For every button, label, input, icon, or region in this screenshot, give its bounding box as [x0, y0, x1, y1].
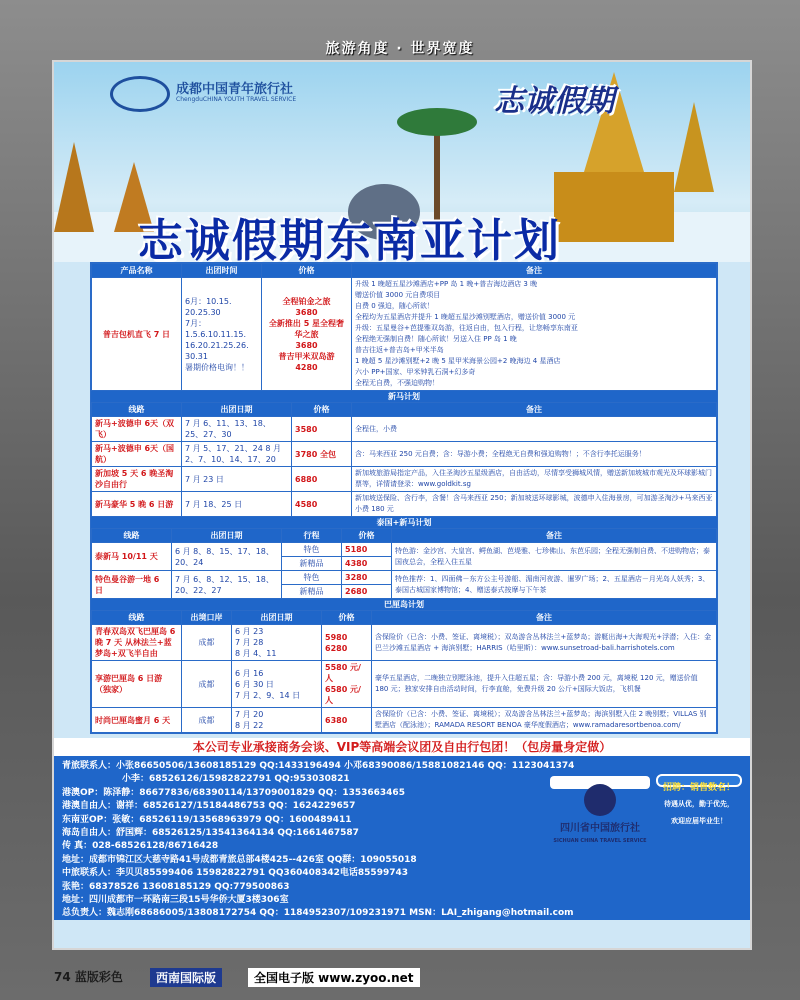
sgmy-table	[91, 402, 717, 517]
thai-section	[90, 262, 718, 734]
bali-heading: 巴厘岛计划	[91, 599, 717, 610]
table-row: 新马+波德申 6天（双飞） 7 月 6、11、13、18、25、27、30 3580 全程住，小费	[92, 417, 717, 442]
slogan: 旅游角度 · 世界宽度	[325, 41, 475, 57]
contact-line: 张艳：68378526 13608185129 QQ:779500863	[62, 881, 290, 892]
logo-icon	[110, 76, 170, 112]
col-price: 价格	[292, 403, 352, 417]
site-link[interactable]: 全国电子版 www.zyoo.net	[248, 968, 420, 987]
contact-line: 中旅联系人：李贝贝85599406 15982822791 QQ360408342电话85599743	[62, 868, 409, 879]
col-price: 价格	[262, 264, 352, 278]
agency-logo: 四川省中国旅行社 SICHUAN CHINA TRAVEL SERVICE	[550, 776, 650, 789]
contact-line: 海岛自由人：舒国辉：68526125/13541364134 QQ:1661467587	[62, 827, 359, 838]
thai-sg-heading: 泰国+新马计划	[91, 517, 717, 528]
contact-line: 总负责人：魏志刚68686005/13808172754 QQ：1184952307/109231971 MSN：LAI_zhigang@hotmail.com	[62, 908, 574, 919]
brand-badge: 志诚假期	[494, 84, 614, 119]
bali-table: 线路 出境口岸 出团日期 价格 备注 青春双岛双飞巴厘岛 6 晚 7 天 从林法兰+蓝梦岛+双飞半自由 成都 6 月 23 7 月 28 8 月 4、11 5980 6280 含保险价（已含：小费、签证、离境税）；双岛游含丛林法兰+蓝梦岛；游艇出海+大海观光+浮潜；入住：金巴兰沙滩五星酒店 + 海滨别墅；HARRIS（哈里斯）：www.sunsetroad-bali.harrishotels.com 享游巴厘岛 6 日游（独家） 成都 6 月 16 6 月 30 日 7 月 2、9、14 日 5580 元/人 6580 元/人 豪华五星酒店，二晚独立别墅泳池，提升入住超五星；含：导游小费 200 元，离境税 120 元，赠送价值 180 元；独家安排自由活动时间，行李直舱，免费升级 20 公斤+国际大饭店，飞机餐 时尚巴厘岛蜜月 6 天 成都 7 月 20 8 月 22 6380 含保险价（已含：小费、签证、离境税）；双岛游含丛林法兰+蓝梦岛；海滨别墅入住 2 晚别墅；VILLAS 别墅酒店（配泳池）；RAMADA RESORT BENOA 豪华度假酒店；www.ramadaresortbenoa.com/	[91, 610, 717, 733]
table-row: 享游巴厘岛 6 日游（独家） 成都 6 月 16 6 月 30 日 7 月 2、9、14 日 5580 元/人 6580 元/人 豪华五星酒店，二晚独立别墅泳池，提升入住超五星；含：导游小费 200 元，离境税 120 元，赠送价值 180 元；独家安排自由活动时间，行李直舱，免费升级 20 公斤+国际大饭店，飞机餐	[92, 661, 717, 708]
date-list: 6月：10.15. 20.25.30 7月： 1.5.6.10.11.15. 16.20.21.25.26. 30.31 暑期价格电询！！	[182, 278, 262, 391]
recruit-box: 招聘：销售数名！ 待遇从优，勤于优先， 欢迎应届毕业生！	[656, 774, 742, 787]
contact-line: 东南亚OP：张敏：68526119/13568963979 QQ：1600489411	[62, 814, 352, 825]
contact-line: 地址：四川成都市一环路南三段15号华侨大厦3楼306室	[62, 894, 289, 905]
table-row: 时尚巴厘岛蜜月 6 天 成都 7 月 20 8 月 22 6380 含保险价（已含：小费、签证、离境税）；双岛游含丛林法兰+蓝梦岛；海滨别墅入住 2 晚别墅；VILLAS 别墅酒店（配泳池）；RAMADA RESORT BENOA 豪华度假酒店；www.ramadaresortbenoa.com/	[92, 708, 717, 733]
table-row: 青春双岛双飞巴厘岛 6 晚 7 天 从林法兰+蓝梦岛+双飞半自由 成都 6 月 23 7 月 28 8 月 4、11 5980 6280 含保险价（已含：小费、签证、离境税）；双岛游含丛林法兰+蓝梦岛；游艇出海+大海观光+浮潜；入住：金巴兰沙滩五星酒店 + 海滨别墅；HARRIS（哈里斯）：www.sunsetroad-bali.harrishotels.com	[92, 625, 717, 661]
contact-line: 青旅联系人：小张86650506/13608185129 QQ:1433196494 小邓68390086/15881082146 QQ：1123041374	[62, 761, 575, 771]
col-date: 出团日期	[182, 403, 292, 417]
col-date: 出团时间	[182, 264, 262, 278]
palm-leaves	[397, 108, 477, 136]
company-name-en: ChengduCHINA YOUTH TRAVEL SERVICE	[176, 96, 297, 103]
company-name: 成都中国青年旅行社	[176, 82, 294, 97]
table-row: 特色曼谷游一地 6 日 7 月 6、8、12、15、18、20、22、27 特色 3280 特色推荐：1、四面佛－东方公主号游船、湄南河夜游、暹罗广场；2、五星酒店－月光岛人妖秀；3、泰国古城国家博物馆；4、赠送泰式按摩与下午茶	[92, 571, 717, 585]
product-name: 普吉包机直飞 7 日	[92, 278, 182, 391]
contact-line: 港澳OP：陈泽静：86677836/68390114/13709001829 QQ：1353663465	[62, 787, 405, 798]
page-number: 74 蓝版彩色	[54, 970, 123, 984]
hero-banner	[54, 62, 752, 262]
sgmy-heading: 新马计划	[91, 391, 717, 402]
thai-table	[91, 263, 717, 391]
footer	[0, 962, 800, 1000]
price-list: 全程铂金之旅 3680 全新推出 5 星全程奢华之旅 3680 普吉甲米双岛游 4280	[262, 278, 352, 391]
contact-line: 传 真：028-68526128/86716428	[62, 841, 219, 852]
contact-panel	[54, 756, 750, 920]
col-route: 线路	[92, 403, 182, 417]
contact-line: 小李：68526126/15982822791 QQ:953030821	[122, 774, 350, 785]
ad-panel	[52, 60, 752, 950]
thai-sg-table: 线路 出团日期 行程 价格 备注 泰新马 10/11 天 6 月 8、8、15、17、18、20、24 特色 5180 特色游：金沙宫、大皇宫、鳄鱼湖、芭堤雅、七珍佛山、东芭乐园；全程无强制自费、不进购物店；泰国夜总会，全程入住五星 新精品 4380 特色曼谷游一地 6 日 7 月 6、8、12、15、18、20、22、27 特色 3280 特色推荐：1、四面佛－东方公主号游船、湄南河夜游、暹罗广场；2、五星酒店－月光岛人妖秀；3、泰国古城国家博物馆；4、赠送泰式按摩与下午茶 新精品 2680	[91, 528, 717, 599]
contact-line: 地址：成都市锦江区大慈寺路41号成都青旅总部4楼425--426室 QQ群：109055018	[62, 854, 417, 865]
table-row: 泰新马 10/11 天 6 月 8、8、15、17、18、20、24 特色 5180 特色游：金沙宫、大皇宫、鳄鱼湖、芭堤雅、七珍佛山、东芭乐园；全程无强制自费、不进购物店；泰国夜总会，全程入住五星	[92, 543, 717, 557]
col-note: 备注	[352, 264, 717, 278]
contact-line: 港澳自由人：谢祥：68526127/15184486753 QQ：1624229657	[62, 801, 356, 812]
col-note: 备注	[352, 403, 717, 417]
table-row: 新马+波德申 6天（国航） 7 月 5、17、21、24 8 月 2、7、10、14、17、20 3780 全包 含：马来西亚 250 元自费；含：导游小费；全程绝无自费和强迫购物！；不含行李托运服务！	[92, 442, 717, 467]
col-product: 产品名称	[92, 264, 182, 278]
main-title: 志诚假期东南亚计划	[138, 214, 562, 262]
table-row: 新马豪华 5 晚 6 日游 7 月 18、25 日 4580 新加坡送保险、含行李，含餐！含马来西亚 250；新加坡送环球影城，波德申入住海景房，可加游圣淘沙+马来西亚小费 180 元	[92, 492, 717, 517]
table-row: 新加坡 5 天 6 晚圣淘沙自由行 7 月 23 日 6880 新加坡旅游局指定产品，入住圣淘沙五星级酒店，自由活动，尽情享受狮城风情，赠送新加坡城市观光及环球影城门票等，详情请登录：www.goldkit.sg	[92, 467, 717, 492]
edition-label: 西南国际版	[150, 968, 222, 987]
service-banner: 本公司专业承接商务会谈、VIP等高端会议团及自由行包团！（包房量身定做）	[54, 738, 750, 756]
note-list: 升级 1 晚超五星沙滩酒店+PP 岛 1 晚+普吉海边酒店 3 晚 赠送价值 3000 元自费项目 自费 0 强迫，随心所欲！ 全程均为五星酒店并提升 1 晚超五星沙滩别墅酒店，赠送价值 3000 元 升级：五星曼谷+芭提雅双岛游，往返自由，包入行程，让您畅享东南亚 全程绝无强制自费！随心所欲！另送入住 PP 岛 1 晚 普吉往返+普吉岛+甲米半岛 1 晚超 5 星沙滩别墅+2 晚 5 星甲米海景公园+2 晚海边 4 星酒店 六小 PP+国家、甲米钟乳石洞+幻多奇 全程无自费，不强迫购物！	[352, 278, 717, 391]
agency-emblem-icon	[584, 784, 616, 816]
